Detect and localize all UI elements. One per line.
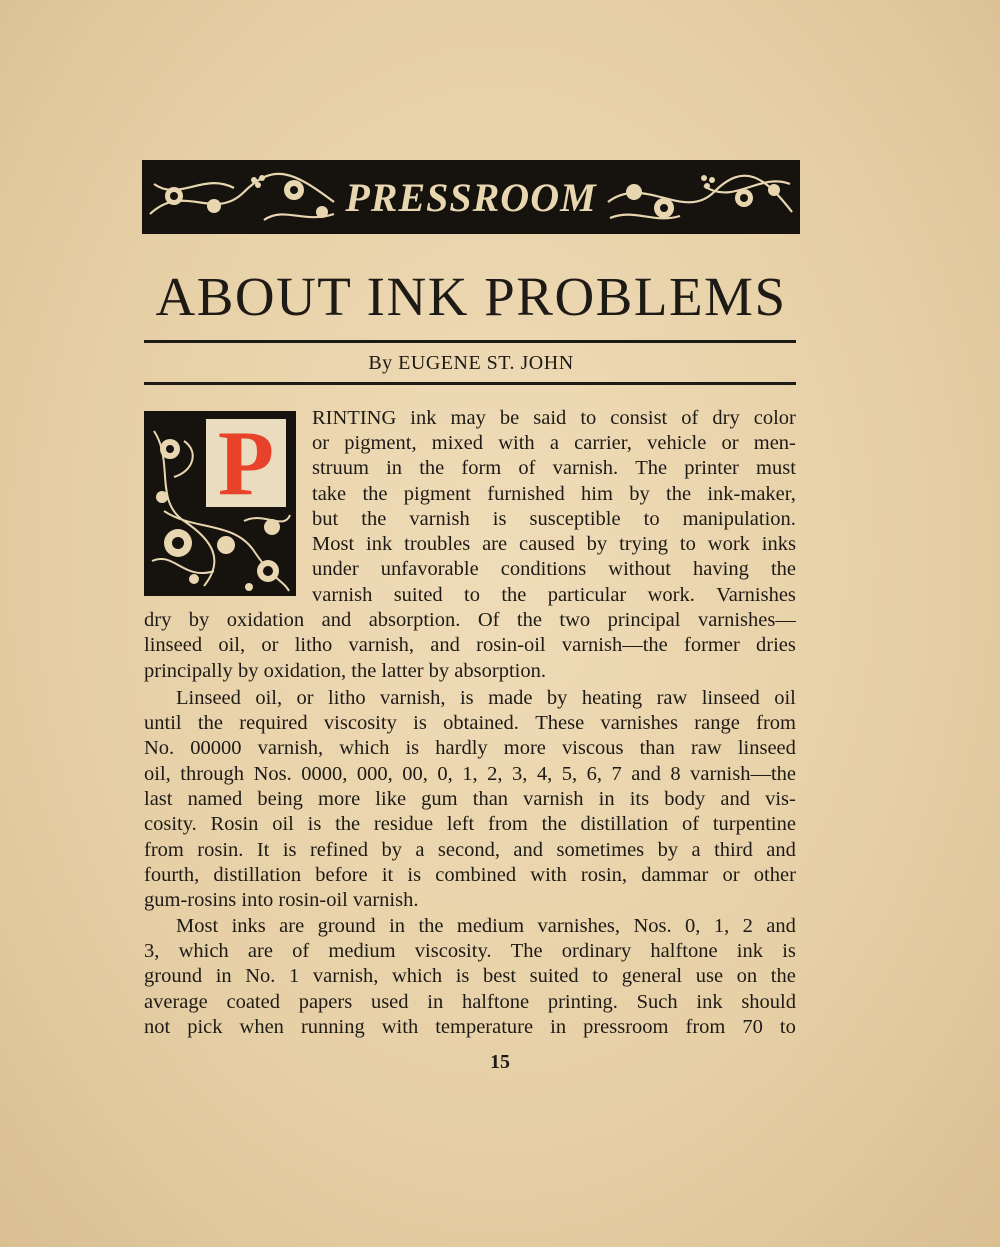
body-line: Most ink troubles are caused by trying to work inks	[312, 533, 796, 555]
body-line: No. 00000 varnish, which is hardly more viscous than raw linseed	[144, 737, 796, 759]
body-line: cosity. Rosin oil is the residue left from the distillation of turpentine	[144, 813, 796, 835]
article-byline: By EUGENE ST. JOHN	[368, 352, 574, 374]
pressroom-banner	[142, 160, 800, 234]
body-line: take the pigment furnished him by the ink-maker,	[312, 483, 796, 505]
body-line: oil, through Nos. 0000, 000, 00, 0, 1, 2, 3, 4, 5, 6, 7 and 8 varnish—the	[144, 763, 796, 785]
drop-cap-letter-box	[206, 412, 286, 514]
body-line: fourth, distillation before it is combined with rosin, dammar or other	[144, 864, 796, 886]
body-line: under unfavorable conditions without having the	[312, 558, 796, 580]
body-line: or pigment, mixed with a carrier, vehicle or men-	[312, 432, 796, 454]
body-line: but the varnish is susceptible to manipulation.	[312, 508, 796, 530]
body-line: struum in the form of varnish. The printer must	[312, 457, 796, 479]
article-title: ABOUT INK PROBLEMS	[155, 266, 787, 327]
body-line: Most inks are ground in the medium varnishes, Nos. 0, 1, 2 and	[176, 915, 796, 937]
body-line: principally by oxidation, the latter by absorption.	[144, 660, 546, 682]
body-line: ground in No. 1 varnish, which is best suited to general use on the	[144, 965, 796, 987]
title-rule-bottom	[144, 382, 796, 385]
body-line: varnish suited to the particular work. Varnishes	[312, 584, 796, 606]
body-line: RINTING ink may be said to consist of dry color	[312, 407, 796, 429]
drop-cap-ornament	[144, 411, 296, 596]
body-line: Linseed oil, or litho varnish, is made by heating raw linseed oil	[176, 687, 796, 709]
banner-title: PRESSROOM	[144, 174, 798, 221]
body-line: until the required viscosity is obtained. These varnishes range from	[144, 712, 796, 734]
body-line: average coated papers used in halftone printing. Such ink should	[144, 991, 796, 1013]
page-number: 15	[490, 1051, 510, 1073]
body-line: dry by oxidation and absorption. Of the two principal varnishes—	[144, 609, 796, 631]
title-rule-top	[144, 340, 796, 343]
body-line: from rosin. It is refined by a second, and sometimes by a third and	[144, 839, 796, 861]
drop-cap-letter: P	[217, 412, 275, 514]
body-line: not pick when running with temperature in pressroom from 70 to	[144, 1016, 796, 1038]
body-line: 3, which are of medium viscosity. The ordinary halftone ink is	[144, 940, 796, 962]
body-line: linseed oil, or litho varnish, and rosin-oil varnish—the former dries	[144, 634, 796, 656]
body-line: last named being more like gum than varnish in its body and vis-	[144, 788, 796, 810]
body-line: gum-rosins into rosin-oil varnish.	[144, 889, 419, 911]
